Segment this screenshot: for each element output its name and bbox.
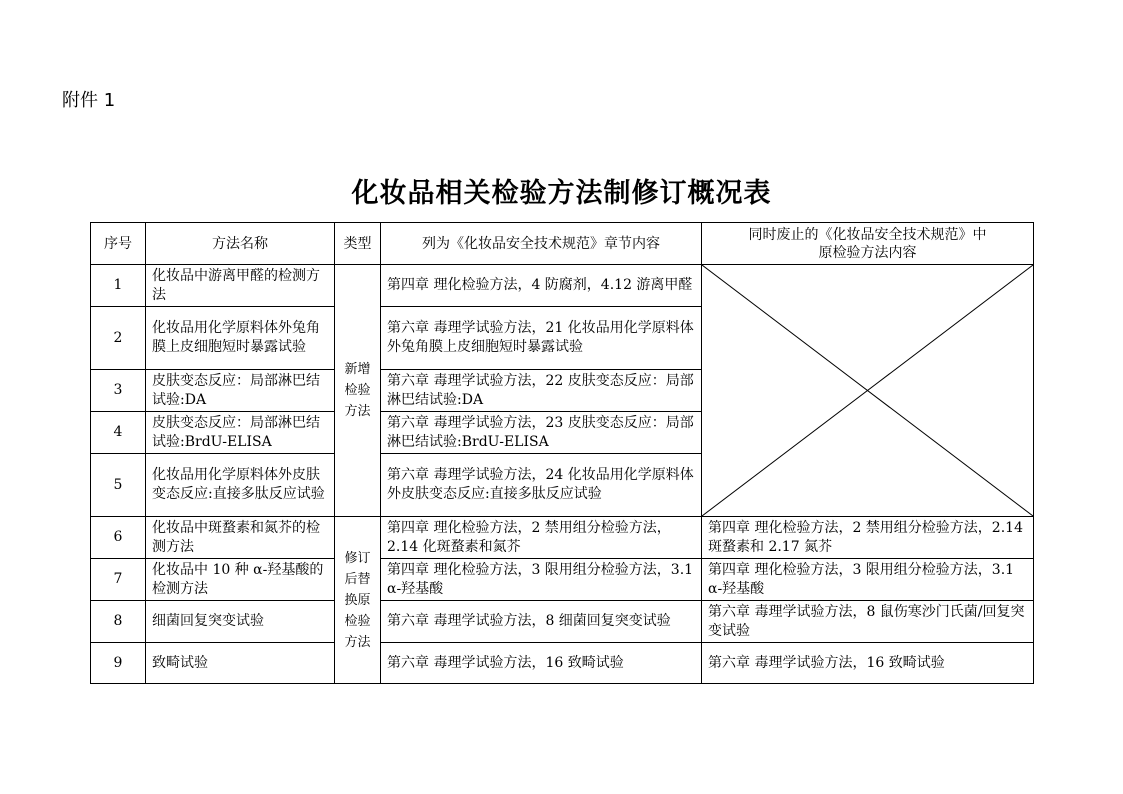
row-listed-content: 第六章 毒理学试验方法，16 致畸试验: [381, 643, 702, 684]
row-abolished-content: 第六章 毒理学试验方法，16 致畸试验: [702, 643, 1034, 684]
row-listed-content: 第六章 毒理学试验方法，8 细菌回复突变试验: [381, 601, 702, 643]
row-method-name: 化妆品用化学原料体外皮肤变态反应:直接多肽反应试验: [146, 454, 335, 517]
cross-mark-icon: [702, 265, 1033, 516]
row-method-name: 致畸试验: [146, 643, 335, 684]
row-seq: 4: [91, 412, 146, 454]
row-seq: 2: [91, 307, 146, 370]
header-seq: 序号: [91, 223, 146, 265]
row-method-name: 化妆品中游离甲醛的检测方法: [146, 265, 335, 307]
row-listed-content: 第六章 毒理学试验方法，22 皮肤变态反应：局部淋巴结试验:DA: [381, 370, 702, 412]
header-abolished-line1: 同时废止的《化妆品安全技术规范》中: [748, 226, 987, 243]
type-group-revised: 修订后替换原检验方法: [335, 517, 381, 684]
row-listed-content: 第六章 毒理学试验方法，21 化妆品用化学原料体外兔角膜上皮细胞短时暴露试验: [381, 307, 702, 370]
row-method-name: 皮肤变态反应：局部淋巴结试验:BrdU-ELISA: [146, 412, 335, 454]
header-abolished-content: [702, 223, 1034, 265]
row-seq: 3: [91, 370, 146, 412]
table-row: [91, 265, 1034, 307]
row-method-name: 化妆品用化学原料体外兔角膜上皮细胞短时暴露试验: [146, 307, 335, 370]
row-seq: 6: [91, 517, 146, 559]
header-method-name: 方法名称: [146, 223, 335, 265]
not-applicable-cross-cell: [702, 265, 1034, 517]
row-listed-content: 第四章 理化检验方法，2 禁用组分检验方法，2.14 化斑蝥素和氮芥: [381, 517, 702, 559]
row-listed-content: 第四章 理化检验方法，3 限用组分检验方法，3.1 α-羟基酸: [381, 559, 702, 601]
row-seq: 1: [91, 265, 146, 307]
row-listed-content: 第四章 理化检验方法，4 防腐剂，4.12 游离甲醛: [381, 265, 702, 307]
type-group-new: 新增检验方法: [335, 265, 381, 517]
table-row: [91, 559, 1034, 601]
document-title: 化妆品相关检验方法制修订概况表: [351, 178, 772, 209]
table-header-row: [91, 223, 1034, 265]
row-method-name: 化妆品中 10 种 α-羟基酸的检测方法: [146, 559, 335, 601]
table-row: [91, 601, 1034, 643]
row-method-name: 化妆品中斑蝥素和氮芥的检测方法: [146, 517, 335, 559]
row-abolished-content: 第四章 理化检验方法，2 禁用组分检验方法，2.14 斑蝥素和 2.17 氮芥: [702, 517, 1034, 559]
methods-table: [90, 222, 1034, 684]
row-seq: 9: [91, 643, 146, 684]
row-method-name: 细菌回复突变试验: [146, 601, 335, 643]
row-abolished-content: 第六章 毒理学试验方法，8 鼠伤寒沙门氏菌/回复突变试验: [702, 601, 1034, 643]
row-seq: 8: [91, 601, 146, 643]
header-listed-content: 列为《化妆品安全技术规范》章节内容: [381, 223, 702, 265]
row-abolished-content: 第四章 理化检验方法，3 限用组分检验方法，3.1 α-羟基酸: [702, 559, 1034, 601]
table-row: [91, 643, 1034, 684]
row-listed-content: 第六章 毒理学试验方法，24 化妆品用化学原料体外皮肤变态反应:直接多肽反应试验: [381, 454, 702, 517]
row-seq: 7: [91, 559, 146, 601]
header-abolished-line2: 原检验方法内容: [818, 244, 917, 261]
row-seq: 5: [91, 454, 146, 517]
table-row: [91, 517, 1034, 559]
header-type: 类型: [335, 223, 381, 265]
attachment-label: 附件 1: [62, 90, 116, 111]
row-method-name: 皮肤变态反应：局部淋巴结试验:DA: [146, 370, 335, 412]
row-listed-content: 第六章 毒理学试验方法，23 皮肤变态反应：局部淋巴结试验:BrdU-ELISA: [381, 412, 702, 454]
